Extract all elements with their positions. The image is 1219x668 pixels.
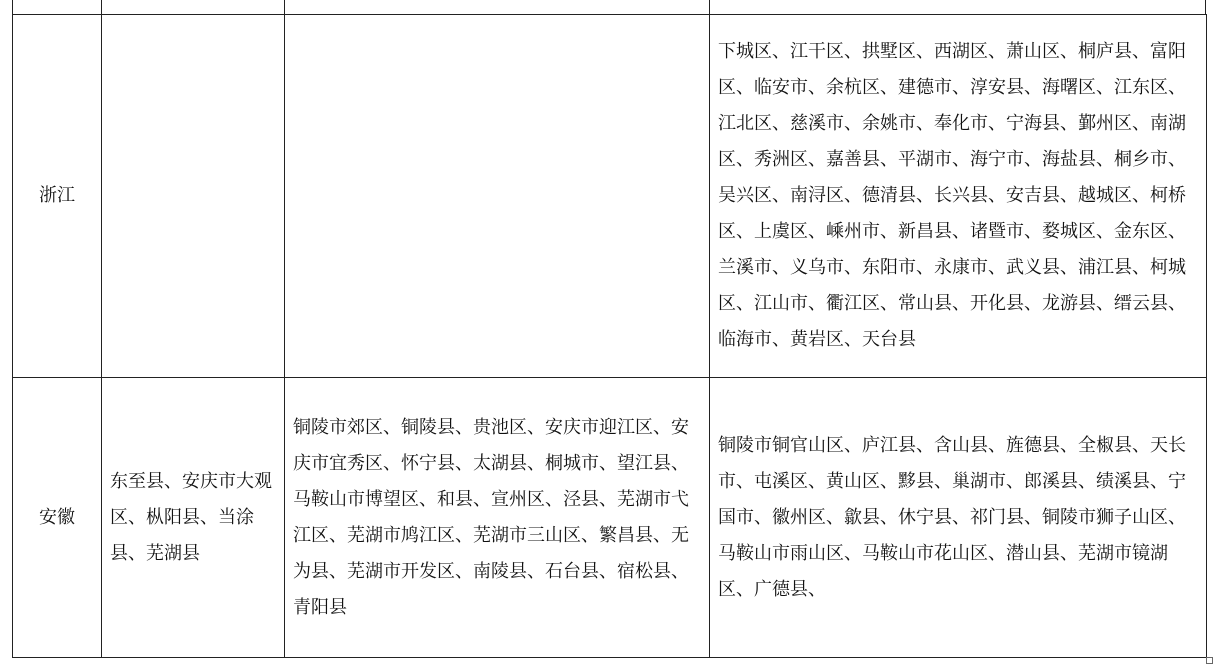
category-cell-1: 东至县、安庆市大观区、枞阳县、当涂县、芜湖县 [102,378,285,658]
previous-row-borders [0,0,1219,14]
category-cell-2: 铜陵市郊区、铜陵县、贵池区、安庆市迎江区、安庆市宜秀区、怀宁县、太湖县、桐城市、望江县、马鞍山市博望区、和县、宣州区、泾县、芜湖市弋江区、芜湖市鸠江区、芜湖市三山区、繁昌县、无为县、芜湖市开发区、南陵县、石台县、宿松县、青阳县 [285,378,710,658]
table-row-anhui [13,378,1207,658]
category-cell-1 [102,15,285,378]
category-cell-3: 下城区、江干区、拱墅区、西湖区、萧山区、桐庐县、富阳区、临安市、余杭区、建德市、淳安县、海曙区、江东区、江北区、慈溪市、余姚市、奉化市、宁海县、鄞州区、南湖区、秀洲区、嘉善县、平湖市、海宁市、海盐县、桐乡市、吴兴区、南浔区、德清县、长兴县、安吉县、越城区、柯桥区、上虞区、嵊州市、新昌县、诸暨市、婺城区、金东区、兰溪市、义乌市、东阳市、永康市、武义县、浦江县、柯城区、江山市、衢江区、常山县、开化县、龙游县、缙云县、临海市、黄岩区、天台县 [710,15,1207,378]
region-table [12,14,1207,658]
table-resize-handle[interactable] [1206,657,1213,664]
table-row-zhejiang [13,15,1207,378]
category-cell-3: 铜陵市铜官山区、庐江县、含山县、旌德县、全椒县、天长市、屯溪区、黄山区、黟县、巢湖市、郎溪县、绩溪县、宁国市、徽州区、歙县、休宁县、祁门县、铜陵市狮子山区、马鞍山市雨山区、马鞍山市花山区、潜山县、芜湖市镜湖区、广德县、 [710,378,1207,658]
category-cell-2 [285,15,710,378]
province-cell: 浙江 [13,15,102,378]
province-cell: 安徽 [13,378,102,658]
